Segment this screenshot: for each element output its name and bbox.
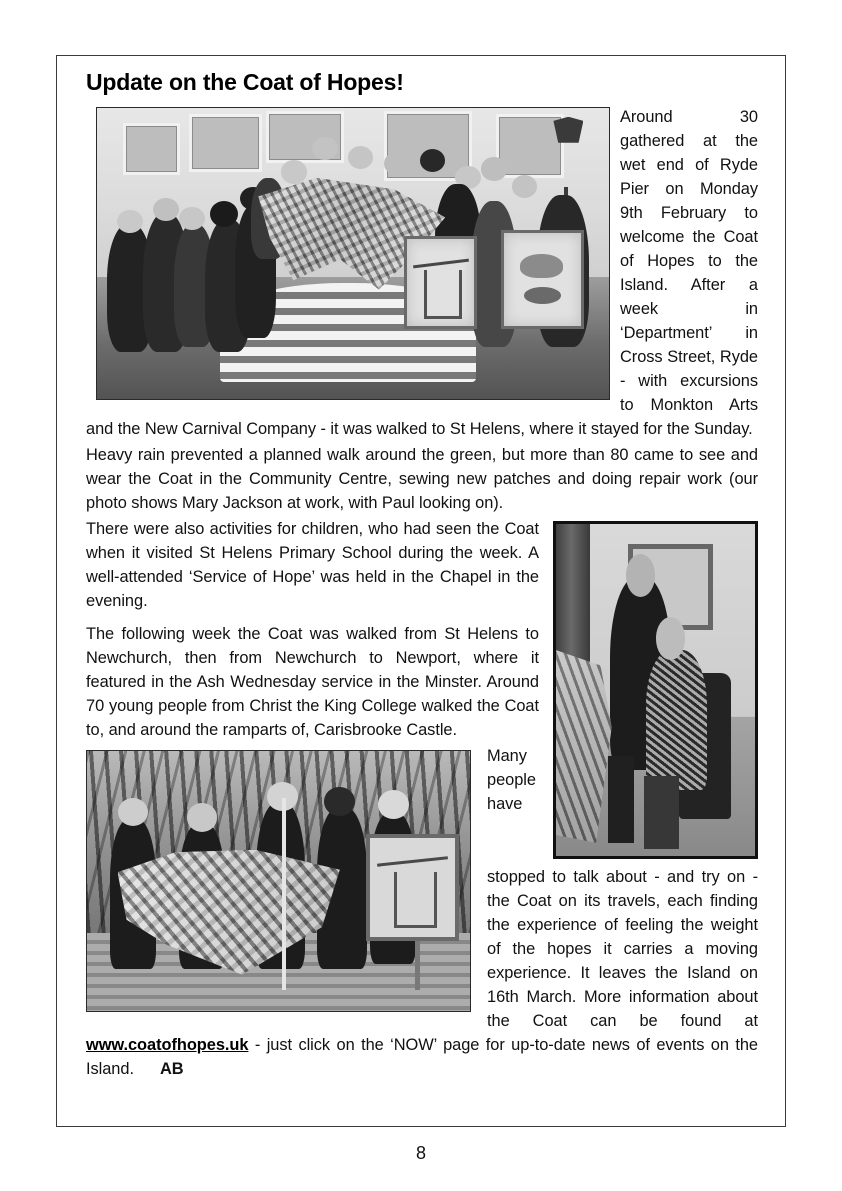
photo1-person-head	[281, 160, 307, 183]
page-number: 8	[415, 1143, 426, 1163]
paragraph-4: The following week the Coat was walked from St Helens to Newchurch, then from Newchurch to Newport, where it featured in the Ash Wednesday service in the Minster. Around 70 young people from Christ the King College walked the Coat to, and around the ramparts of, Carisbrooke Castle.	[86, 625, 539, 739]
coat-of-hopes-link[interactable]: www.coatofhopes.uk	[86, 1036, 249, 1054]
paragraph-5-text: Many people have stopped to talk about - and try on - the Coat on its travels, each finding the experience of feeling the weight of the hopes it carries a moving experience. It leaves the Island on 16th March. More information about the Coat can be found at	[487, 747, 758, 1030]
photo3-banner-coat-of-hopes	[366, 834, 458, 941]
photo2-woman-mary	[646, 650, 708, 789]
photo1-window	[123, 123, 180, 176]
photo1-banner-coat-of-hopes	[404, 236, 477, 329]
author-initials: AB	[159, 1060, 184, 1078]
photo1-person-head	[312, 137, 338, 160]
paragraph-3: There were also activities for children, who had seen the Coat when it visited St Helens Primary School during the week. A well-attended ‘Service of Hope’ was held in the Chapel in the evening.	[86, 520, 539, 610]
photo3-sign-post	[415, 933, 420, 990]
page-title: Update on the Coat of Hopes!	[86, 69, 404, 95]
photo1-person-head	[179, 207, 205, 230]
photo3-person-head	[187, 803, 218, 832]
photo1-window	[189, 114, 262, 172]
photo2-legs	[644, 776, 680, 849]
photo3-person-head	[378, 790, 409, 819]
photo2-legs	[608, 756, 634, 842]
paragraph-5-tail: - just click on the ‘NOW’ page for up-to-date news of events on the Island.	[86, 1036, 758, 1078]
paragraph-2: Heavy rain prevented a planned walk around the green, but more than 80 came to see and wear the Coat in the Community Centre, sewing new patches and doing repair work (our photo shows Mary Jackson at work, with Paul looking on).	[86, 446, 758, 512]
photo1-street-lamp-icon	[553, 117, 583, 143]
photo3-walking-stick	[282, 798, 286, 990]
photo1-person-head	[210, 201, 238, 227]
photo1-banner-bird	[501, 230, 584, 329]
paragraph-1: Around 30 gathered at the wet end of Ryde Pier on Monday 9th February to welcome the Coat of Hopes to the Island. After a week in ‘Department’ in Cross Street, Ryde - with excursions to Monkton Arts and the New Carnival Company - it was walked to St Helens, where it stayed for the Sunday.	[86, 108, 758, 438]
photo-walkers-with-coat	[86, 750, 471, 1012]
photo1-person-head	[384, 152, 410, 175]
photo2-woman-head	[656, 617, 686, 660]
photo-mary-jackson-and-paul	[553, 521, 758, 859]
photo1-person-head	[420, 149, 446, 172]
photo-group-on-steps	[96, 107, 610, 400]
photo1-person-head	[117, 210, 143, 233]
article-frame	[56, 55, 786, 1127]
photo3-person-head	[324, 787, 355, 816]
photo1-person-head	[481, 157, 507, 180]
article-content	[86, 67, 758, 1112]
